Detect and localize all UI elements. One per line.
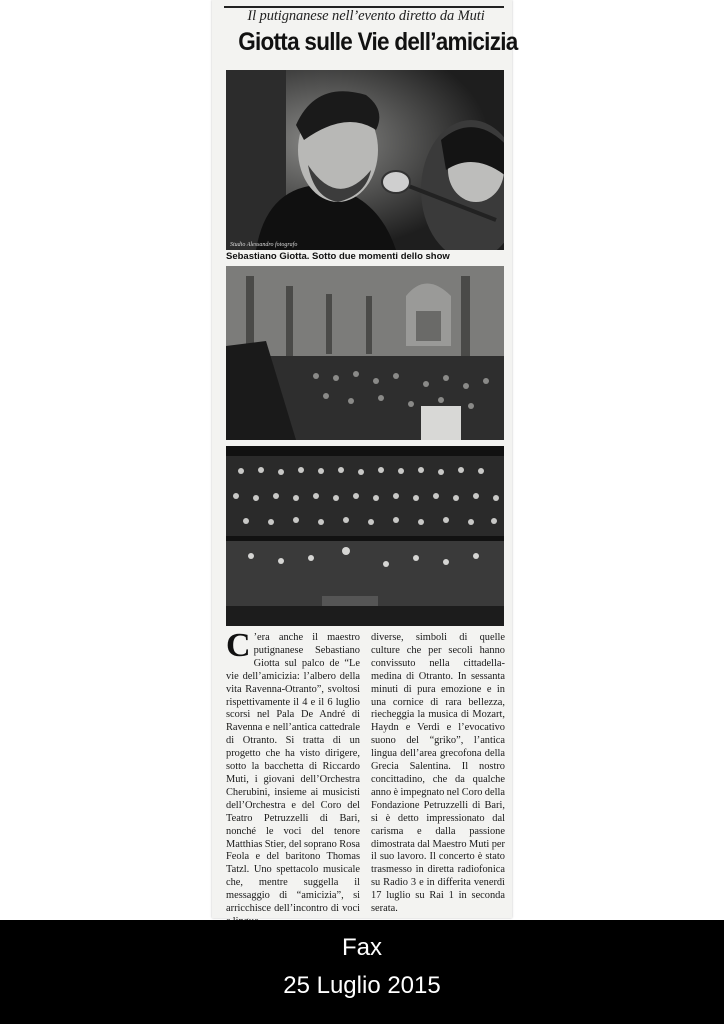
photo-caption: Sebastiano Giotta. Sotto due momenti dello show [226, 251, 450, 262]
singer-photo [226, 70, 504, 250]
headline: Giotta sulle Vie dell’amicizia [238, 28, 518, 56]
drop-cap: C [226, 627, 251, 664]
article-text-2: diverse, simboli di quelle culture che per secoli hanno convissuto nella cittadella-medina di Otranto. In sessanta minuti di pura emozione e in una cornice di rara bellezza, riecheggia la musica di Mozart, Haydn e Verdi e l’evocativo suono del “griko”, l’antica lingua dell’area grecofona della Grecia Salentina. Il nostro concittadino, che da qualche anno è impegnato nel Coro della Fondazione Petruzzelli di Bari, si è detto impressionato dal carisma e dalla passione dimostrata dal Maestro Muti per il suo lavoro. Il concerto è stato trasmesso in diretta radiofonica su Radio 3 e in differita venerdì 17 luglio su Rai 1 in seconda serata. [371, 632, 505, 915]
newspaper-clipping [212, 0, 518, 918]
footer-date: 25 Luglio 2015 [283, 972, 441, 999]
footer-source: Fax [341, 934, 382, 961]
kicker: Il putignanese nell’evento diretto da Muti [247, 8, 485, 24]
article-text-1: ’era anche il maestro putignanese Sebastiano Giotta sul palco de “Le vie dell’amicizia: l’albero della vita Ravenna-Otranto”, svoltosi rispettivamente il 4 e il 6 luglio scorsi nel Pala De André di Ravenna e nell’antica cattedrale di Otranto. Si tratta di un progetto che ha visto dirigere, sotto la bacchetta di Riccardo Muti, i giovani dell’Orchestra Cherubini, insieme ai musicisti dell’Orchestra e del Coro del Teatro Petruzzelli di Bari, nonché le voci del tenore Matthias Stier, del soprano Rosa Feola e del baritono Thomas Tatzl. Uno spettacolo musicale che, mentre suggella il messaggio di “amicizia”, si arricchisce dell’incontro di voci [226, 632, 360, 915]
photo-credit: Studio Alessandro fotografo [230, 242, 298, 248]
footer-bar [0, 920, 724, 1024]
cathedral-photo [226, 266, 504, 440]
orchestra-photo [226, 446, 504, 626]
article-column-1 [226, 627, 360, 929]
article-column-2 [371, 632, 505, 916]
